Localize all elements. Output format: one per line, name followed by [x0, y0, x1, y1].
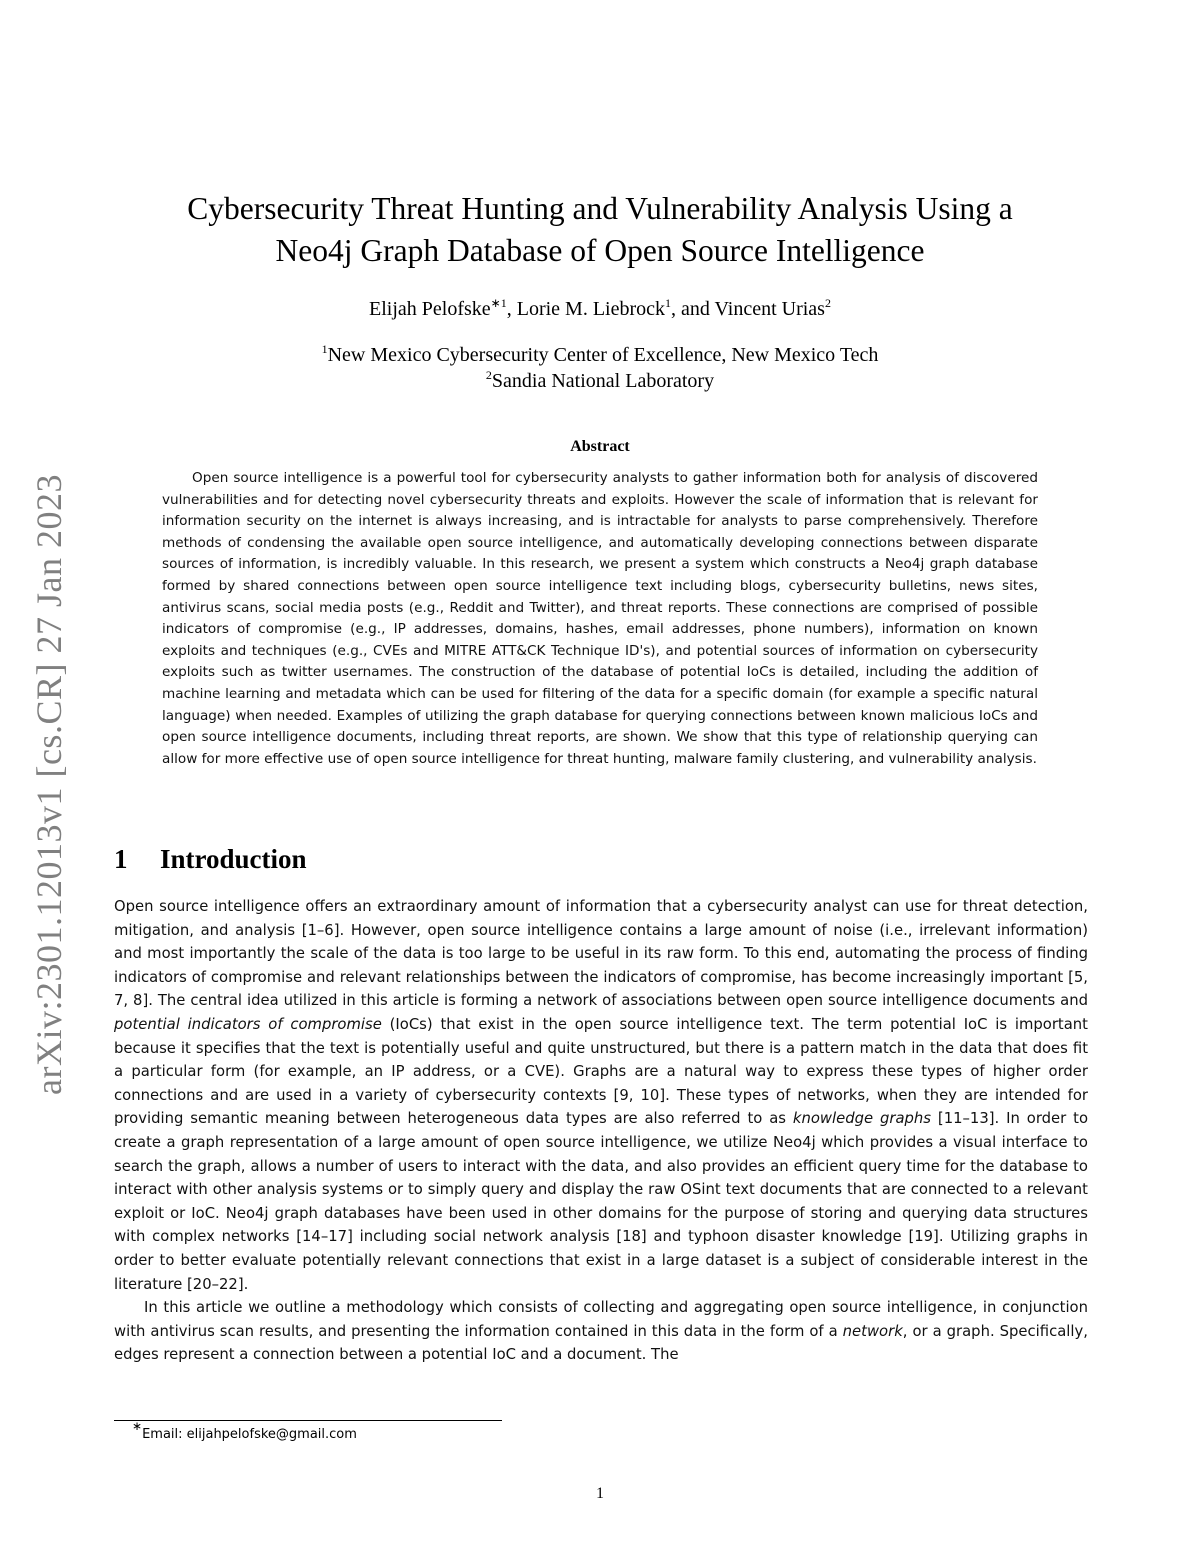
- footnote-text: Email: elijahpelofske@gmail.com: [142, 1427, 357, 1442]
- affiliation-1-text: New Mexico Cybersecurity Center of Excellence, New Mexico Tech: [327, 344, 879, 366]
- paragraph: [114, 1296, 1088, 1367]
- author-3: , and Vincent Urias: [671, 298, 825, 320]
- text-run: , or a graph. Specifically, edges represent a connection between a potential IoC and a document. The: [114, 1322, 1088, 1364]
- section-number: 1: [114, 844, 128, 874]
- title-line-1: Cybersecurity Threat Hunting and Vulnerability Analysis Using a: [187, 191, 1013, 226]
- emphasis: knowledge graphs: [792, 1110, 932, 1128]
- text-run: In this article we outline a methodology which consists of collecting and aggregating open source intelligence, in conjunction with antivirus scan results, and presenting the information contained in this data in the form of a: [114, 1299, 1088, 1340]
- affiliation-2-text: Sandia National Laboratory: [491, 370, 715, 392]
- title-line-2: Neo4j Graph Database of Open Source Intelligence: [275, 233, 925, 268]
- footnote-mark: ∗: [132, 1419, 143, 1433]
- section-heading: [114, 844, 307, 875]
- affiliation-1: [100, 342, 1100, 368]
- paper-title: [100, 188, 1100, 272]
- paragraph: [114, 895, 1088, 1296]
- emphasis: network: [842, 1322, 903, 1340]
- page-number: 1: [596, 1485, 604, 1502]
- text-run: [11–13]. In order to create a graph representation of a large amount of open source intelligence, we utilize Neo4j which provides a visual interface to search the graph, allows a number of users to interact with the data, and also provides an efficient query time for the database to interact with other analysis systems or to simply query and display the raw OSint text documents that are connected to a relevant exploit or IoC. Neo4j graph databases have been used in other domains for the purpose of storing and querying data structures with complex networks [14–17] including social network analysis [18] and typhoon disaster knowledge [19]. Utilizing graphs in order to better evaluate potentially relevant connections that exist in a large dataset is a subject of considerable interest in the literature [20–22].: [114, 1110, 1088, 1293]
- affiliation-2-mark: 2: [485, 368, 492, 382]
- affiliation-1-mark: 1: [321, 342, 328, 356]
- author-3-mark: 2: [824, 296, 831, 310]
- text-run: (IoCs) that exist in the open source intelligence text. The term potential IoC is important because it specifies that the text is potentially useful and quite unstructured, but there is a pattern match in the data that does fit a particular form (for example, an IP address, or a CVE). Graphs are a natural way to express these types of higher order connections and are used in a variety of cybersecurity contexts [9, 10]. These types of networks, when they are intended for providing semantic meaning between heterogeneous data types are also referred to as: [114, 1015, 1088, 1128]
- abstract-text: Open source intelligence is a powerful tool for cybersecurity analysts to gather information both for analysis of discovered vulnerabilities and for detecting novel cybersecurity threats and exploits. However the scale of information that is relevant for information security on the internet is always increasing, and is intractable for analysts to parse comprehensively. Therefore methods of condensing the available open source intelligence, and automatically developing connections between disparate sources of information, is incredibly valuable. In this research, we present a system which constructs a Neo4j graph database formed by shared connections between open source intelligence text including blogs, cybersecurity bulletins, news sites, antivirus scans, social media posts (e.g., Reddit and Twitter), and threat reports. These connections are comprised of possible indicators of compromise (e.g., IP addresses, domains, hashes, email addresses, phone numbers), information on known exploits and techniques (e.g., CVEs and MITRE ATT&CK Technique ID's), and potential sources of information on cybersecurity exploits such as twitter usernames. The construction of the database of potential IoCs is detailed, including the addition of machine learning and metadata which can be used for filtering of the data for a specific domain (for example a specific natural language) when needed. Examples of utilizing the graph database for querying connections between known malicious IoCs and open source intelligence documents, including threat reports, are shown. We show that this type of relationship querying can allow for more effective use of open source intelligence for threat hunting, malware family clustering, and vulnerability analysis.: [162, 470, 1038, 767]
- affiliations: [100, 342, 1100, 394]
- abstract-heading: Abstract: [570, 438, 630, 455]
- footnote: [132, 1419, 357, 1444]
- affiliation-2: [100, 368, 1100, 394]
- text-run: Open source intelligence offers an extraordinary amount of information that a cybersecurity analyst can use for threat detection, mitigation, and analysis [1–6]. However, open source intelligence contains a large amount of noise (i.e., irrelevant information) and most importantly the scale of the data is too large to be useful in its raw form. To this end, automating the process of finding indicators of compromise and relevant relationships between the indicators of compromise, has become increasingly important [5, 7, 8]. The central idea utilized in this article is forming a network of associations between open source intelligence documents and: [114, 898, 1088, 1010]
- author-list: [100, 296, 1100, 322]
- section-title: Introduction: [160, 844, 307, 874]
- author-2: , Lorie M. Liebrock: [506, 298, 666, 320]
- author-2-mark: 1: [665, 296, 672, 310]
- emphasis: potential indicators of compromise: [114, 1015, 382, 1033]
- arxiv-identifier: arXiv:2301.12013v1 [cs.CR] 27 Jan 2023: [29, 474, 69, 1095]
- introduction-body: [114, 895, 1088, 1367]
- footnote-rule: [114, 1420, 502, 1421]
- author-1: Elijah Pelofske: [369, 298, 491, 320]
- author-1-mark: ∗1: [490, 296, 507, 310]
